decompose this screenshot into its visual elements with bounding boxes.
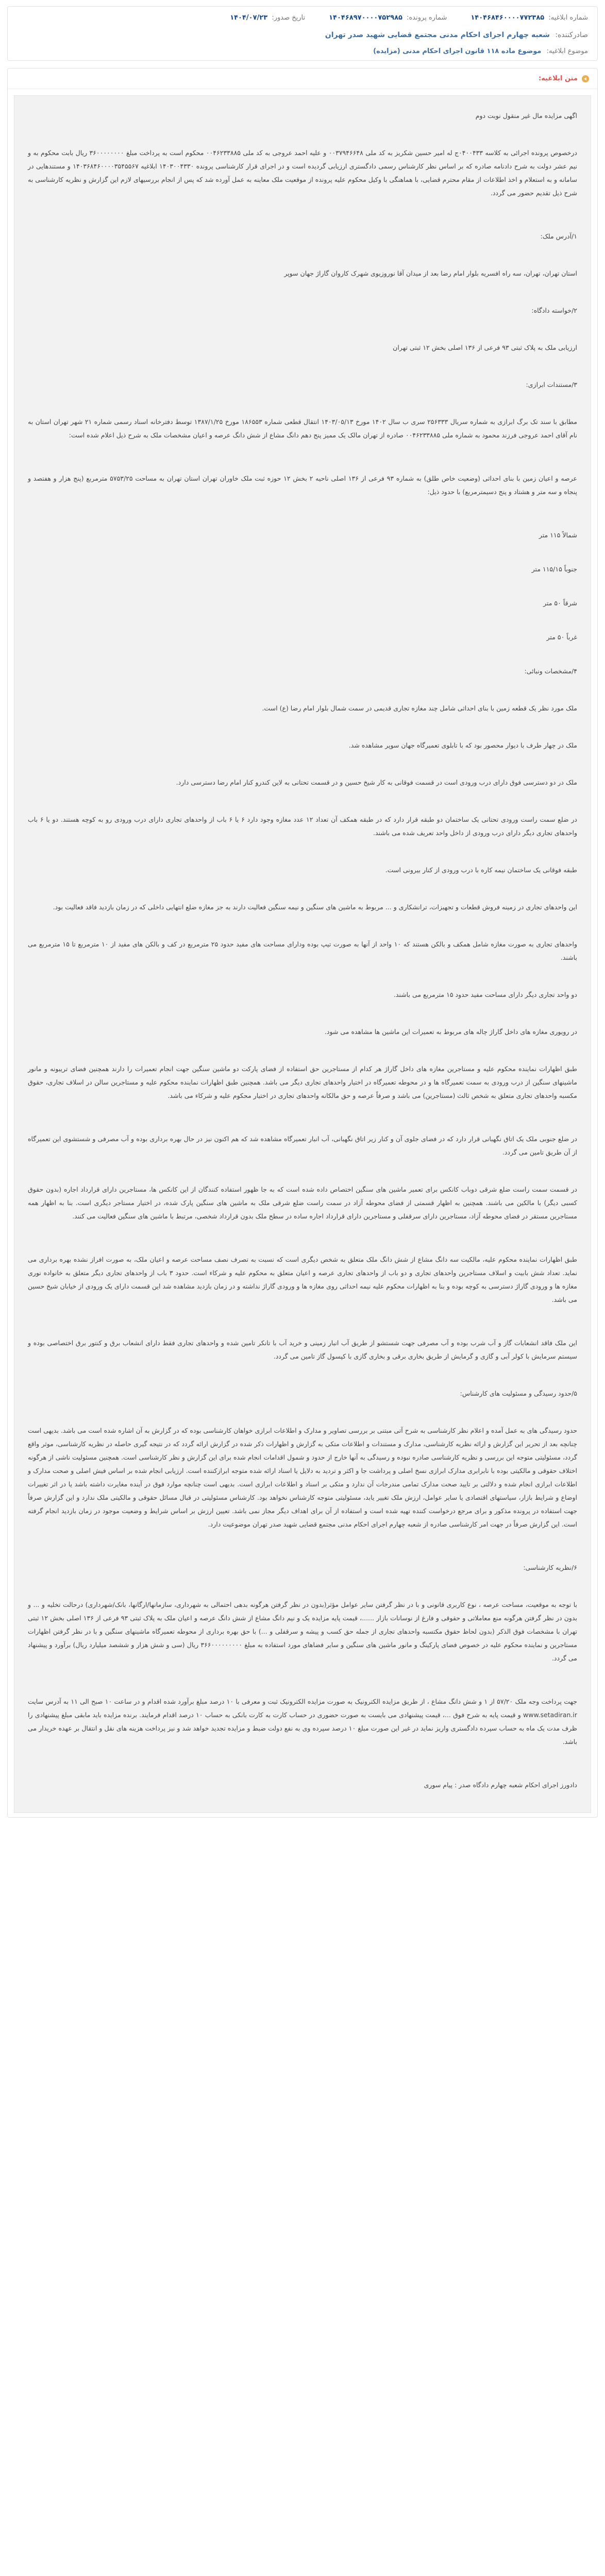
paragraph: ملک در چهار طرف با دیوار محصور بود که با تابلوی تعمیرگاه جهان سوپر مشاهده شد.	[348, 741, 577, 749]
auction-text-box	[14, 95, 591, 1813]
paragraph: حدود رسیدگی های به عمل آمده و اعلام نظر کارشناسی به شرح آتی مبتنی بر بررسی تصاویر و مدارک و اطلاعات ابرازی خواهان کارشناسی بوده که در گزارش به آن اشاره شده است می باشد. بدیهی است چنانچه بعد از تحریر این گزارش و ارائه نظریه کارشناسی، مدارک و مستندات و اطلاعات متکی به گزارش و اظهارات ذکر شده در گزارش ارائه گردد که در نتیجه گیری حاصله در نظریه کارشناسی، موثر واقع گردد، مسئولیتی متوجه این بررسی و نظریه کارشناسی صادره نبوده و رسیدگی به آنها خارج از حدود و شمول اقدامات انجام شده برای این گزارش و نظر کارشناسی است. همچنین مسئولیت ناشی از هرگونه اختلاف حقوقی و مالکیتی بوده با نابرابری مدارک ابرازی نسخ اصلی و پرداشت جا و اکثر و تردید به دلایل یا اسناد ارائه شده متوجه ابرازکننده است. ارزیابی انجام شده بر اساس فیش اصلی و صحت مدارک و اطلاعات ابرازی انجام شده و دلالتی بر تایید صحت مدارک تمامی مندرجات آن ندارد و متکی بر اسناد و اطلاعات ابرازی است. بدیهی است چنانچه موارد فوق در آینده مغایرت داشته باشد یا در اثر تغییرات اوضاع و شرایط بازار، سیاستهای اقتصادی یا سایر عوامل، ارزش ملک تغییر یابد، مسئولیتی متوجه کارشناس نخواهد بود. کارشناس مسئولیتی در قبال مسائل حقوقی و مالکیتی ملک ندارد و این گزارش صرفاً جهت استفاده در پرونده مذکور و برای مرجع درخواست کننده تهیه شده است و استفاده از آن برای اهداف دیگر مجاز نمی باشد. تعیین ارزش بر اساس شرایط و وضعیت موجود در زمان بازدید انجام گرفته است. این گزارش صرفاً در جهت امر کارشناسی صادره از شعبه چهارم اجرای احکام مدنی مجتمع قضایی شهید صدر تهران موضوعیت دارد.	[28, 1427, 577, 1528]
paragraph: در رویوری مغازه های داخل گاراژ چاله های مربوط به تعمیرات این ماشین ها مشاهده می شود.	[324, 1028, 577, 1036]
paragraph: شرقاً ۵۰ متر	[543, 599, 577, 607]
paragraph: ارزیابی ملک به پلاک ثبتی ۹۳ فرعی از ۱۳۶ اصلی بخش ۱۲ ثبتی تهران	[393, 344, 577, 351]
paragraph: جنوباً ۱۱۵/۱۵ متر	[531, 565, 577, 573]
paragraph: در قسمت سمت راست ضلع شرقی دوباب کانکس برای تعمیر ماشین های سنگین اختصاص داده شده است که به جا ظهور استفاده کنندگان از این کانکس ها، مستاجرین دارای قرارداد اجاره (بدون حقوق کسبی دیگر) با مالکین می باشند. همچنین به اظهار قسمتی از فضای محوطه آزاد در سمت راست ضلع شرقی ملک به ماشین های سنگین پارک شده، در اختیار مستاجر دیگری است. بنا به اظهار همه مستاجرین مستقر در فضای محوطه آزاد، مستاجرین دارای سرقفلی و مستاجرین دارای قرارداد اجاره ساده در سطح ملک بدون قرارداد شخصی، مرتبط با ماشین های سنگین فعالیت می کنند.	[28, 1185, 577, 1220]
paragraph: ملک مورد نظر یک قطعه زمین با بنای احداثی شامل چند مغازه تجاری قدیمی در سمت شمال بلوار امام رضا (ع) است.	[262, 704, 577, 712]
file-number-value: ۱۴۰۴۶۸۹۷۰۰۰۰۷۵۲۹۸۵	[329, 14, 402, 22]
paragraph: واحدهای تجاری به صورت مغازه شامل همکف و بالکن هستند که ۱۰ واحد از آنها به صورت تیپ بوده ودارای مساحت های مفید حدود ۲۵ مترمربع در کف و بالکن های مفید از ۱۰ مترمربع تا ۱۵ مترمربع می باشند.	[28, 940, 577, 961]
subject-label: موضوع ابلاغیه:	[546, 47, 588, 55]
paragraph: دو واحد تجاری دیگر دارای مساحت مفید حدود ۱۵ مترمربع می باشند.	[393, 991, 577, 998]
notice-number-label: شماره ابلاغیه:	[548, 14, 588, 22]
subject-row	[17, 47, 588, 55]
paragraph: جهت پرداخت وجه ملک ۵۷/۲۰ از ۱ و شش دانگ مشاع ، از طریق مزایده الکترونیک به صورت مزایده الکترونیک ثبت و معرفی با ۱۰ درصد مبلغ برآورد شده اقدام و در ساعت ۱۰ صبح الی ۱۱ به آدرس سایت www.setadiran.ir و قیمت پایه به شرح فوق ...، قیمت پیشنهادی می بایست به صورت حضوری در حساب کارت به کارت بانکی به حساب ۱۰ درصد اقدام فرمایند. برنده مزایده باید مابقی مبلغ پیشنهادی را ظرف مدت یک ماه به حساب سپرده دادگستری واریز نماید در غیر این صورت مبلغ ۱۰ درصد سپرده وی به نفع دولت ضبط و مزایده تجدید خواهد شد و نیز پرداخت هزینه های نقل و انتقال بر عهده خریدار می باشد.	[28, 1698, 577, 1745]
notice-number	[470, 14, 588, 22]
paragraph: درخصوص پرونده اجرائی به کلاسه ۰۴۰۰۴۳۳ج له امیر حسین شکریز به کد ملی ۰۰۳۷۹۴۶۶۴۸ و علیه احمد عروجی به کد ملی ۰۰۴۶۲۳۳۸۸۵ محکوم است به پرداخت مبلغ ۳۶۰۰۰۰۰۰۰۰ ریال بابت محکوم به و نیم عشر دولت به شرح دادنامه صادره که بر اساس نظر کارشناس رسمی دادگستری ارزیابی گردیده است و در اجرای قرار کارشناسی پرونده ۱۴۰۳۰۰۴۳۳۰ ابلاغیه ۱۴۰۳۶۸۴۶۰۰۰۰۳۵۴۵۵۶۷ و مستندهایی در سامانه و به استعلام و اخذ اطلاعات از مقام محترم قضایی، با هماهنگی با وکیل محکوم علیه پرونده از موقعیت ملک معاینه به عمل آورده شد که پس از انجام بررسیهای لازم این گزارش و نظریه کارشناسی به شرح ذیل تقدیم حضور می گردد.	[28, 149, 577, 197]
sender-row	[17, 31, 588, 39]
subject-value: موضوع ماده ۱۱۸ قانون اجرای احکام مدنی (مزایده)	[373, 47, 542, 55]
paragraph: ۳/مستندات ابرازی:	[526, 381, 577, 388]
signature-line: دادورز اجرای احکام شعبه چهارم دادگاه صدر : پیام سوری	[424, 1781, 577, 1789]
paragraph: در ضلع جنوبی ملک یک اتاق نگهبانی قرار دارد که در فضای جلوی آن و کنار زیر اتاق نگهبانی، آب انبار تعمیرگاه مشاهده شد که هم اکنون نیز در حال بهره برداری بوده و آب مصرفی و شستشوی این تعمیرگاه از آن طریق تامین می گردد.	[28, 1135, 577, 1156]
paragraph: ۴/مشخصات ونبائی:	[524, 667, 577, 675]
paragraph: این ملک فاقد انشعابات گاز و آب شرب بوده و آب مصرفی جهت شستشو از طریق آب انبار زمینی و خرید آب با تانکر تامین شده و واحدهای تجاری فقط دارای انشعاب برق و کنتور برق اختصاصی بوده و سیستم سرمایش با کولر آبی و گازی و گرمایش از طریق بخاری برقی و بخاری گازی با کپسول گاز تامین می گردد.	[28, 1339, 577, 1360]
body-heading-text: متن ابلاغیه:	[538, 75, 578, 82]
paragraph: ملک در دو دسترسی فوق دارای درب ورودی است در قسمت فوقانی به کار شیخ حسین و در قسمت تحتانی به لاین کندرو کنار امام رضا دسترسی دارد.	[176, 778, 577, 786]
issue-date	[230, 14, 305, 22]
file-number	[329, 14, 447, 22]
paragraph: اگهی مزایده مال غیر منقول نوبت دوم	[475, 112, 577, 120]
paragraph: طبقه فوقانی یک ساختمان نیمه کاره با درب ورودی از کنار بیرونی است.	[385, 866, 577, 874]
paragraph: استان تهران، تهران، سه راه افسریه بلوار امام رضا بعد از میدان آقا نوروزیوی شهرک کاروان گاراژ جهان سوپر	[284, 269, 577, 277]
paragraph: با توجه به موقعیت، مساحت عرصه ، نوع کاربری قانونی و با در نظر گرفتن سایر عوامل مؤثر(بدون در نظر گرفتن هرگونه بدهی احتمالی به شهرداری، سازمانها/ارگانها، بانک/شهرداری) درحالت تخلیه و ... و بدون در نظر گرفتن هرگونه منع معاملاتی و حقوقی و فارغ از نوسانات بازار ......، قیمت پایه مزایده یک و نیم دانگ مشاع از شش دانگ عرصه و اعیان ملک به پلاک ثبتی ۹۳ فرعی از ۱۳۶ اصلی بخش ۱۲ ثبتی تهران با مشخصات فوق الذکر (بدون لحاظ حقوق مکتسبه واحدهای تجاری از جمله حق کسب و پیشه و سرقفلی و ...) با حق بهره برداری از محوطه تعمیرگاه ماشینهای سنگین و با در نظر گرفتن اظهارات مستاجرین و نماینده محکوم علیه در خصوص فضای پارکینگ و مانور ماشین های سنگین و سایر فضاهای مورد استفاده به مبلغ ۳۶۶۰۰۰۰۰۰۰۰۰ ریال (سی و شش هزار و ششصد میلیارد ریال) برآورد و پیشنهاد می گردد.	[28, 1601, 577, 1662]
paragraph: غرباً ۵۰ متر	[546, 633, 577, 641]
notice-body-card	[7, 68, 598, 1818]
paragraph: ۲/خواسته دادگاه:	[531, 307, 577, 314]
paragraph: ۱/آدرس ملک:	[540, 232, 577, 240]
paragraph: مطابق با سند تک برگ ابرازی به شماره سریال ۲۵۶۳۳۳ سری ب سال ۱۴۰۲ مورخ ۱۴۰۳/۰۵/۱۳ انتقال قطعی شماره ۱۸۶۵۵۳ مورخ ۱۳۸۷/۱/۲۵ توسط دفترخانه اسناد رسمی شماره ۲۱ شهر تهران استان به نام آقای احمد عروجی فرزند محمود به شماره ملی ۰۰۴۶۲۳۳۸۸۵ صادره از تهران مالک یک ممیز پنج دهم دانگ مشاع از شش دانگ عرصه و اعیان مشخصات ملک به شرح ذیل اعلام شده است:	[28, 418, 577, 439]
arrow-left-icon	[582, 75, 589, 82]
notice-meta-row	[17, 14, 588, 22]
paragraph: عرصه و اعیان زمین با بنای احداثی (وضعیت خاص طلق) به شماره ۹۳ فرعی از ۱۳۶ اصلی ناحیه ۲ بخش ۱۲ حوزه ثبت ملک خاوران تهران استان تهران به مساحت ۵۷۵۳/۲۵ مترمربع (پنج هزار و هفتصد و پنجاه و سه متر و هشتاد و پنج دسیمترمربع) با حدود ذیل:	[28, 474, 578, 496]
issue-date-label: تاریخ صدور:	[272, 14, 306, 22]
paragraph: این واحدهای تجاری در زمینه فروش قطعات و تجهیزات، ترانشکاری و ... مربوط به ماشین های سنگین و نیمه سنگین فعالیت دارند به جز مغازه ضلع انتهایی داخلی که در زمان بازدید فاقد فعالیت بود.	[53, 903, 577, 911]
paragraph: طبق اظهارات نماینده محکوم علیه و مستاجرین مغازه های داخل گاراژ هر کدام از مستاجرین حق استفاده از فضای پارکت دو ماشین سنگین جهت انجام تعمیرات را دارند همچنین فضای تریبونه و مانور ماشینهای سنگین از درب ورودی به سمت تعمیرگاه ها و در محوطه تعمیرگاه در اختیار واحدهای تجاری دیگر می باشد. همچنین طبق اظهارات نماینده محکوم علیه و مستاجرین سالن در اسلاف تجاری، حقوق مکسبه واحدهای تجاری متعلق به شخص ثالث (مستاجرین) می باشد و صرفاً عرصه و حق مالکانه واحدهای تجاری در اختیار محکوم علیه و شرکاء می باشد.	[28, 1065, 577, 1099]
notice-number-value: ۱۴۰۴۶۸۴۶۰۰۰۰۷۷۲۳۸۵	[470, 14, 545, 22]
notice-header	[7, 6, 598, 61]
issue-date-value: ۱۴۰۴/۰۷/۲۳	[230, 14, 268, 22]
sender-value: شعبه چهارم اجرای احکام مدنی مجتمع قضایی شهید صدر تهران	[325, 31, 550, 39]
paragraph: ۶/نظریه کارشناسی:	[523, 1564, 577, 1571]
notice-body-heading	[8, 69, 597, 89]
paragraph: در ضلع سمت راست ورودی تحتانی یک ساختمان دو طبقه قرار دارد که در طبقه همکف آن تعداد ۱۲ عدد مغازه وجود دارد ۶ یا ۶ باب از واحدهای تجاری دارای درب ورودی رو به کوچه هستند. دو یا ۶ باب واحدهای تجاری دیگر دارای درب ورودی از داخل واحد تعریف شده می باشند.	[28, 816, 577, 837]
paragraph: ۵/حدود رسیدگی و مسئولیت های کارشناس:	[460, 1389, 577, 1397]
paragraph: شمالاً ۱۱۵ متر	[539, 531, 577, 539]
file-number-label: شماره پرونده:	[407, 14, 447, 22]
paragraph: طبق اظهارات نماینده محکوم علیه، مالکیت سه دانگ مشاع از شش دانگ ملک متعلق به شخص دیگری است که نسبت به تصرف نصف مساحت عرصه و اعیان ملک، به صورت افراز نشده بهره برداری می نماید. تعداد شش بابیت و اسلاف مستاجرین واحدهای تجاری و دو باب از واحدهای تجاری عرصه و اعیان متعلق به محکوم علیه و شرکاء است. حدود ۳ باب از واحدهای تجاری دیگر متعلق به خانواده نوری مغازه ها و ورودی گاراژ دسترسی به کوچه بوده و بنا به اظهارات محکوم علیه نیمه احداثی روی مغازه ها و ورودی گاراژ نداشته و در زمان بازدید مشاهده شد این قسمت دارای یک ورودی از خیابان شیخ حسین می باشد.	[28, 1256, 577, 1303]
sender-label: صادرکننده:	[555, 31, 588, 39]
